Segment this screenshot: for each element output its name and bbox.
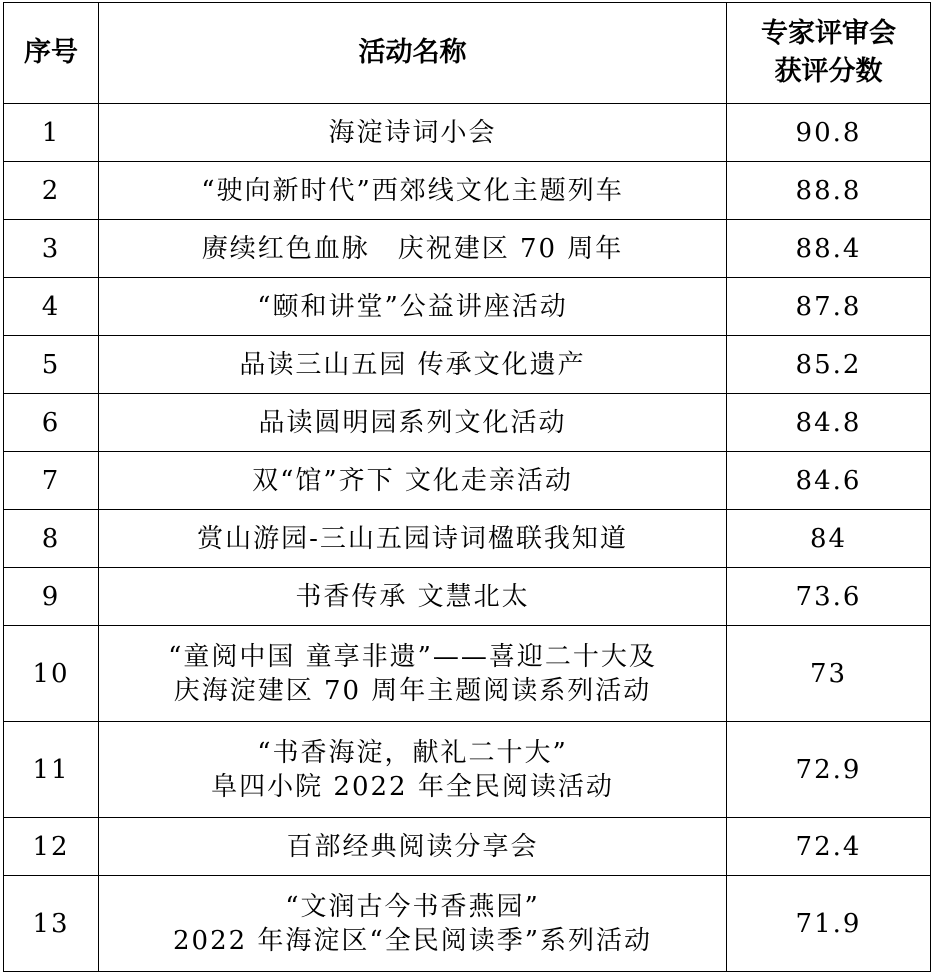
- table-row: [4, 876, 931, 972]
- activity-name-line: 海淀诗词小会: [328, 117, 497, 148]
- activity-name-line: 品读圆明园系列文化活动: [258, 407, 567, 438]
- table-row: [4, 104, 931, 162]
- header-row: [4, 3, 931, 104]
- header-index: 序号: [4, 3, 99, 104]
- row-index: 11: [4, 722, 99, 818]
- row-activity-name: [99, 722, 727, 818]
- row-activity-name: [99, 336, 727, 394]
- row-score: 71.9: [727, 876, 931, 972]
- row-activity-name: [99, 104, 727, 162]
- row-index: 9: [4, 568, 99, 626]
- row-index: 1: [4, 104, 99, 162]
- row-index: 4: [4, 278, 99, 336]
- row-score: 88.4: [727, 220, 931, 278]
- activity-name-line: 双“馆”齐下 文化走亲活动: [252, 465, 573, 496]
- activity-name-line: “书香海淀，献礼二十大”: [257, 737, 568, 768]
- row-score: 73.6: [727, 568, 931, 626]
- activity-name-line: “文润古今书香燕园”: [285, 891, 540, 922]
- table-row: [4, 162, 931, 220]
- row-score: 84.6: [727, 452, 931, 510]
- header-score: [727, 3, 931, 104]
- table-row: [4, 394, 931, 452]
- score-table: [3, 2, 931, 972]
- activity-name-line: 书香传承 文慧北太: [295, 581, 530, 612]
- activity-name-line: 阜四小院 2022 年全民阅读活动: [211, 771, 614, 802]
- activity-name-line: “颐和讲堂”公益讲座活动: [257, 291, 568, 322]
- row-score: 73: [727, 626, 931, 722]
- row-score: 84: [727, 510, 931, 568]
- row-index: 2: [4, 162, 99, 220]
- activity-name-line: 赏山游园-三山五园诗词楹联我知道: [197, 523, 628, 554]
- table-row: [4, 568, 931, 626]
- header-activity-name: 活动名称: [99, 3, 727, 104]
- table-row: [4, 278, 931, 336]
- row-score: 90.8: [727, 104, 931, 162]
- table-row: [4, 626, 931, 722]
- activity-name-line: 赓续红色血脉 庆祝建区 70 周年: [201, 233, 624, 264]
- table-row: [4, 336, 931, 394]
- row-activity-name: [99, 220, 727, 278]
- row-score: 85.2: [727, 336, 931, 394]
- row-activity-name: [99, 510, 727, 568]
- row-index: 12: [4, 818, 99, 876]
- row-activity-name: [99, 452, 727, 510]
- activity-name-line: “驶向新时代”西郊线文化主题列车: [201, 175, 624, 206]
- row-activity-name: [99, 394, 727, 452]
- activity-name-line: 品读三山五园 传承文化遗产: [239, 349, 586, 380]
- row-activity-name: [99, 876, 727, 972]
- header-score-line2: 获评分数: [774, 56, 883, 87]
- row-index: 5: [4, 336, 99, 394]
- row-activity-name: [99, 278, 727, 336]
- row-index: 8: [4, 510, 99, 568]
- activity-name-line: 庆海淀建区 70 周年主题阅读系列活动: [173, 675, 652, 706]
- activity-name-line: 百部经典阅读分享会: [286, 831, 539, 862]
- row-score: 88.8: [727, 162, 931, 220]
- activity-name-line: 2022 年海淀区“全民阅读季”系列活动: [172, 925, 653, 956]
- row-activity-name: [99, 568, 727, 626]
- row-score: 87.8: [727, 278, 931, 336]
- row-index: 7: [4, 452, 99, 510]
- row-index: 3: [4, 220, 99, 278]
- row-score: 84.8: [727, 394, 931, 452]
- table-row: [4, 510, 931, 568]
- row-index: 13: [4, 876, 99, 972]
- activity-name-line: “童阅中国 童享非遗”——喜迎二十大及: [168, 641, 657, 672]
- table-row: [4, 722, 931, 818]
- row-score: 72.9: [727, 722, 931, 818]
- row-activity-name: [99, 818, 727, 876]
- table-row: [4, 452, 931, 510]
- row-activity-name: [99, 626, 727, 722]
- table-row: [4, 818, 931, 876]
- row-index: 6: [4, 394, 99, 452]
- row-index: 10: [4, 626, 99, 722]
- table-row: [4, 220, 931, 278]
- row-score: 72.4: [727, 818, 931, 876]
- header-score-line1: 专家评审会: [761, 18, 896, 49]
- table-body: [4, 104, 931, 972]
- row-activity-name: [99, 162, 727, 220]
